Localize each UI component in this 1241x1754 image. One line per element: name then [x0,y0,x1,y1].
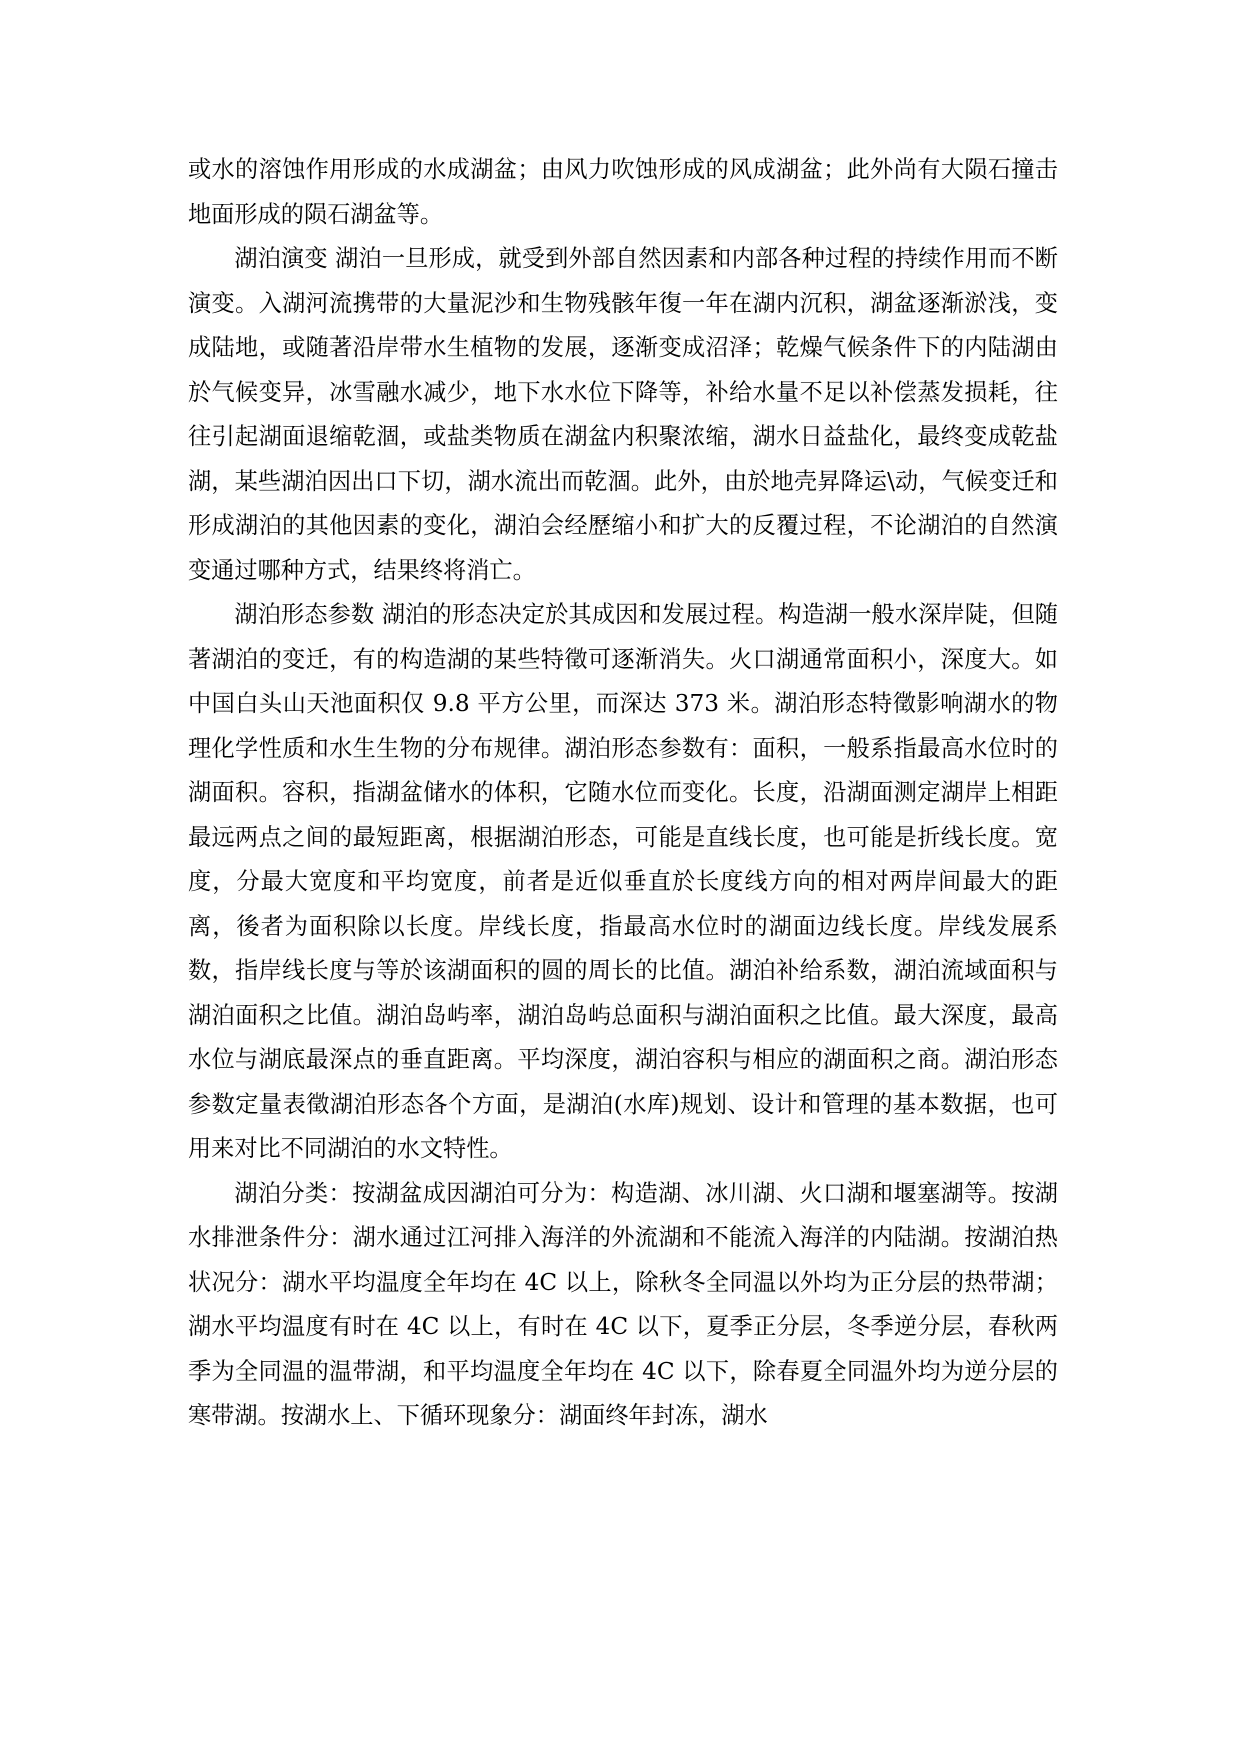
paragraph-lake-evolution: 湖泊演变 湖泊一旦形成，就受到外部自然因素和内部各种过程的持续作用而不断演变。入湖河流携带的大量泥沙和生物残骸年復一年在湖内沉积，湖盆逐渐淤浅，变成陆地，或随著沿岸带水生植物的发展，逐渐变成沼泽；乾燥气候条件下的内陆湖由於气候变异，冰雪融水减少，地下水水位下降等，补给水量不足以补偿蒸发损耗，往往引起湖面退缩乾涸，或盐类物质在湖盆内积聚浓缩，湖水日益盐化，最终变成乾盐湖，某些湖泊因出口下切，湖水流出而乾涸。此外，由於地壳昇降运\动，气候变迁和形成湖泊的其他因素的变化，湖泊会经歷缩小和扩大的反覆过程，不论湖泊的自然演变通过哪种方式，结果终将消亡。 [188,245,1058,584]
paragraph-lake-morphology: 湖泊形态参数 湖泊的形态决定於其成因和发展过程。构造湖一般水深岸陡，但随著湖泊的变迁，有的构造湖的某些特徵可逐渐消失。火口湖通常面积小，深度大。如中国白头山天池面积仅 9.8 平方公里，而深达 373 米。湖泊形态特徵影响湖水的物理化学性质和水生生物的分布规律。湖泊形态参数有：面积，一般系指最高水位时的湖面积。容积，指湖盆储水的体积，它随水位而变化。长度，沿湖面测定湖岸上相距最远两点之间的最短距离，根据湖泊形态，可能是直线长度，也可能是折线长度。宽度，分最大宽度和平均宽度，前者是近似垂直於长度线方向的相对两岸间最大的距离，後者为面积除以长度。岸线长度，指最高水位时的湖面边线长度。岸线发展系数，指岸线长度与等於该湖面积的圆的周长的比值。湖泊补给系数，湖泊流域面积与湖泊面积之比值。湖泊岛屿率，湖泊岛屿总面积与湖泊面积之比值。最大深度，最高水位与湖底最深点的垂直距离。平均深度，湖泊容积与相应的湖面积之商。湖泊形态参数定量表徵湖泊形态各个方面，是湖泊(水库)规划、设计和管理的基本数据，也可用来对比不同湖泊的水文特性。 [188,601,1058,1162]
body-text [188,148,1058,1439]
paragraph-lake-classification: 湖泊分类：按湖盆成因湖泊可分为：构造湖、冰川湖、火口湖和堰塞湖等。按湖水排泄条件分：湖水通过江河排入海洋的外流湖和不能流入海洋的内陆湖。按湖泊热状况分：湖水平均温度全年均在 4C 以上，除秋冬全同温以外均为正分层的热带湖；湖水平均温度有时在 4C 以上，有时在 4C 以下，夏季正分层，冬季逆分层，春秋两季为全同温的温带湖，和平均温度全年均在 4C 以下，除春夏全同温外均为逆分层的寒带湖。按湖水上、下循环现象分：湖面终年封冻，湖水 [188,1179,1058,1429]
paragraph-continuation: 或水的溶蚀作用形成的水成湖盆；由风力吹蚀形成的风成湖盆；此外尚有大陨石撞击地面形成的陨石湖盆等。 [188,156,1058,228]
